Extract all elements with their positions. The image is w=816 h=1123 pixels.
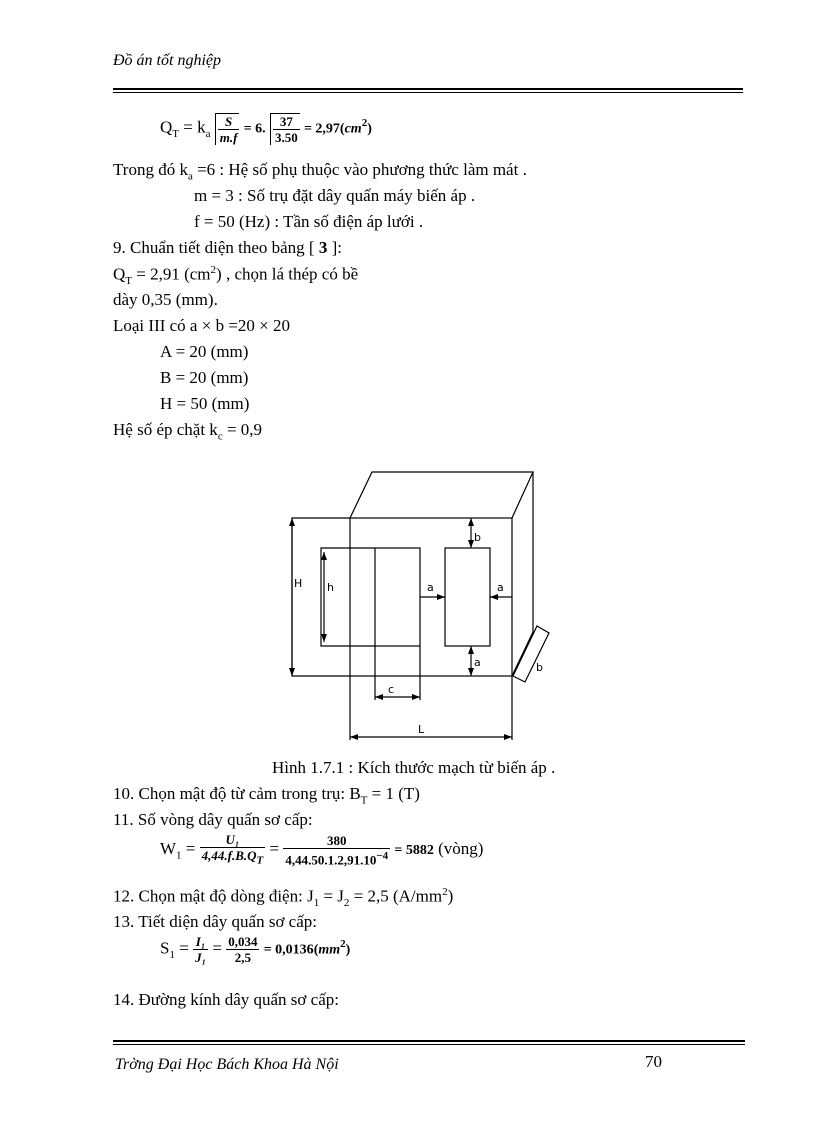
label-b-top: b — [474, 531, 481, 544]
equation-qt: $Q_T = k_a$ $\frac{S}{m.f}$ = 6. $\frac{37}{3.50}$ = $2,97(cm^2)$ — [160, 113, 372, 145]
section-11: 11. Số vòng dây quấn sơ cấp: — [113, 810, 313, 829]
text-line-thickness: dày 0,35 (mm). — [113, 290, 218, 309]
label-a-mid: a — [427, 581, 434, 594]
text-line-kc: Hệ số ép chặt $k_c = 0,9$ — [113, 420, 263, 443]
text-line-m: m = 3 : Số trụ đặt dây quấn máy biến áp . — [194, 186, 476, 205]
text-line-f: f = 50 (Hz) : Tần số điện áp lưới . — [194, 212, 424, 231]
text-line-B: B = 20 (mm) — [160, 368, 249, 387]
text-line-ka: Trong đó $k_a =6$ : Hệ số phụ thuộc vào phương thức làm mát . — [113, 160, 527, 183]
figure-caption: Hình 1.7.1 : Kích thước mạch từ biến áp . — [272, 758, 556, 777]
core-top-face — [350, 472, 533, 518]
label-h: h — [327, 581, 334, 594]
section-14: 14. Đường kính dây quấn sơ cấp: — [113, 990, 339, 1009]
text-line-type: Loại III có a × b =20 × 20 — [113, 316, 290, 335]
page-header: Đồ án tốt nghiệp — [113, 52, 221, 69]
equation-s1: $S_1$ = $\frac{\text{I₁}}{\text{J₁}}$ = $\frac{0,034}{2,5}$ = $0,0136(mm^2)$ — [160, 934, 351, 966]
section-10: 10. Chọn mật độ từ cảm trong trụ: $B_T = 1$ (T) — [113, 784, 420, 807]
text-line-H: H = 50 (mm) — [160, 394, 250, 413]
label-L: L — [418, 723, 425, 736]
section-9: 9. Chuẩn tiết diện theo bảng [ 3 ]: — [113, 238, 342, 257]
footer-text: Trờng Đại Học Bách Khoa Hà Nội — [115, 1056, 339, 1073]
text-line-A: A = 20 (mm) — [160, 342, 249, 361]
b-dimension-box — [513, 626, 549, 682]
label-b-side: b — [536, 661, 543, 674]
label-a-bottom: a — [474, 656, 481, 669]
section-12: 12. Chọn mật độ dòng điện: $J_1 = J_2 = 2,5$ $(A/mm^2)$ — [113, 886, 454, 910]
footer-rule — [113, 1040, 745, 1042]
page-number: 70 — [645, 1052, 662, 1071]
footer-rule-thin — [113, 1044, 745, 1045]
core-window-left — [375, 548, 420, 646]
core-window-right — [445, 548, 490, 646]
label-H: H — [294, 577, 303, 590]
equation-w1: $W_1$ = $\frac{\text{U₁}}{4,44.f.B.Q_T}$ = $\frac{380}{4,44.50.1.2,91.10^{-4}}$ = 5882 (vòng) — [160, 832, 484, 868]
h-window-frame — [321, 548, 375, 646]
label-a-right: a — [497, 581, 504, 594]
core-side-face — [512, 472, 533, 676]
section-13: 13. Tiết diện dây quấn sơ cấp: — [113, 912, 317, 931]
label-c: c — [388, 683, 395, 696]
text-line-qt2: $Q_T = 2,91$ $(cm^2)$ , chọn lá thép có bề — [113, 264, 359, 288]
